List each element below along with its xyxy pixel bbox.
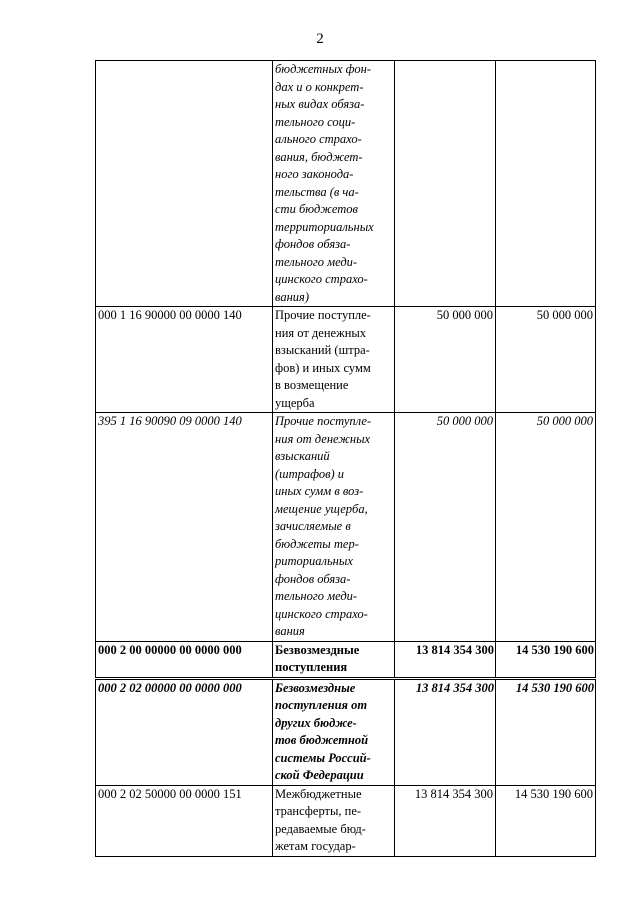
amount-2019-cell: 14 530 190 600 <box>496 785 596 856</box>
amount-2018-cell: 13 814 354 300 <box>395 785 496 856</box>
revenue-name-line: ных видах обяза- <box>275 97 365 111</box>
revenue-name-line: тов бюджетной <box>275 733 369 747</box>
revenue-name-line: тельства (в ча- <box>275 184 359 199</box>
revenue-name-cell <box>273 641 395 678</box>
amount-2019-cell <box>496 61 596 307</box>
budget-code-cell: 000 1 16 90000 00 0000 140 <box>96 307 273 413</box>
revenue-name-line: тельного соци- <box>275 114 356 129</box>
revenue-name-line: бюджеты тер- <box>275 536 359 551</box>
revenue-name-line: вания) <box>275 289 310 304</box>
revenue-name-line: Безвозмездные <box>275 642 360 657</box>
revenue-name-line: бюджетных фон- <box>275 62 371 76</box>
revenue-name-line: зачисляемые в <box>275 519 351 533</box>
table-row <box>96 307 596 413</box>
budget-code-cell <box>96 61 273 307</box>
revenue-name-line: Безвозмездные <box>275 680 356 695</box>
revenue-name-cell <box>273 678 395 785</box>
revenue-name-line: других бюдже- <box>275 715 357 730</box>
revenue-name-line: в возмещение <box>275 378 349 392</box>
page-number: 2 <box>316 31 324 47</box>
table-row <box>96 413 596 642</box>
amount-2018-cell <box>395 61 496 307</box>
revenue-name-line: ного законода- <box>275 167 354 181</box>
amount-2019-cell: 14 530 190 600 <box>496 678 596 785</box>
revenue-name-line: вания, бюджет- <box>275 149 363 164</box>
revenue-name-line: Межбюджетные <box>275 786 362 801</box>
revenue-name-line: риториальных <box>275 554 353 568</box>
amount-2018-cell: 13 814 354 300 <box>395 641 496 678</box>
revenue-name-cell <box>273 785 395 856</box>
table-row <box>96 641 596 678</box>
budget-code-cell: 000 2 02 00000 00 0000 000 <box>96 678 273 785</box>
budget-revenue-table <box>95 60 596 857</box>
revenue-name-line: поступления от <box>275 698 368 712</box>
revenue-name-line: системы Россий- <box>275 750 371 765</box>
revenue-name-cell <box>273 61 395 307</box>
revenue-name-line: ской Федерации <box>275 768 364 782</box>
revenue-name-line: взысканий (штра- <box>275 343 370 357</box>
budget-code-cell: 000 2 02 50000 00 0000 151 <box>96 785 273 856</box>
revenue-name-line: ущерба <box>275 395 315 410</box>
revenue-name-line: ального страхо- <box>275 132 362 146</box>
revenue-name-line: сти бюджетов <box>275 202 358 216</box>
amount-2018-cell: 13 814 354 300 <box>395 678 496 785</box>
revenue-name-line: трансферты, пе- <box>275 804 362 818</box>
revenue-name-line: Прочие поступле- <box>275 308 371 322</box>
revenue-name-line: цинского страхо- <box>275 272 368 286</box>
revenue-name-line: мещение ущерба, <box>275 501 368 516</box>
revenue-name-line: тельного меди- <box>275 589 358 603</box>
revenue-name-line: взысканий <box>275 449 330 463</box>
revenue-name-line: ния от денежных <box>275 325 367 340</box>
revenue-name-line: (штрафов) и <box>275 466 345 481</box>
revenue-name-line: тельного меди- <box>275 254 358 269</box>
table-body <box>96 61 596 857</box>
table-row <box>96 61 596 307</box>
amount-2018-cell: 50 000 000 <box>395 307 496 413</box>
revenue-name-cell <box>273 307 395 413</box>
revenue-name-line: редаваемые бюд- <box>275 821 366 836</box>
table-row <box>96 678 596 785</box>
revenue-name-line: фондов обяза- <box>275 237 351 251</box>
revenue-name-line: иных сумм в воз- <box>275 484 364 498</box>
amount-2019-cell: 14 530 190 600 <box>496 641 596 678</box>
budget-code-cell: 395 1 16 90090 09 0000 140 <box>96 413 273 642</box>
amount-2018-cell: 50 000 000 <box>395 413 496 642</box>
revenue-name-line: жетам государ- <box>275 839 356 853</box>
revenue-name-line: территориальных <box>275 219 374 234</box>
revenue-name-line: поступления <box>275 660 348 674</box>
budget-code-cell: 000 2 00 00000 00 0000 000 <box>96 641 273 678</box>
revenue-name-line: цинского страхо- <box>275 606 368 621</box>
revenue-name-line: фондов обяза- <box>275 571 351 586</box>
revenue-name-line: вания <box>275 624 305 638</box>
revenue-name-cell <box>273 413 395 642</box>
revenue-name-line: ния от денежных <box>275 431 371 446</box>
revenue-name-line: дах и о конкрет- <box>275 79 364 94</box>
amount-2019-cell: 50 000 000 <box>496 307 596 413</box>
amount-2019-cell: 50 000 000 <box>496 413 596 642</box>
revenue-name-line: Прочие поступле- <box>275 414 372 428</box>
revenue-name-line: фов) и иных сумм <box>275 360 371 375</box>
table-row <box>96 785 596 856</box>
